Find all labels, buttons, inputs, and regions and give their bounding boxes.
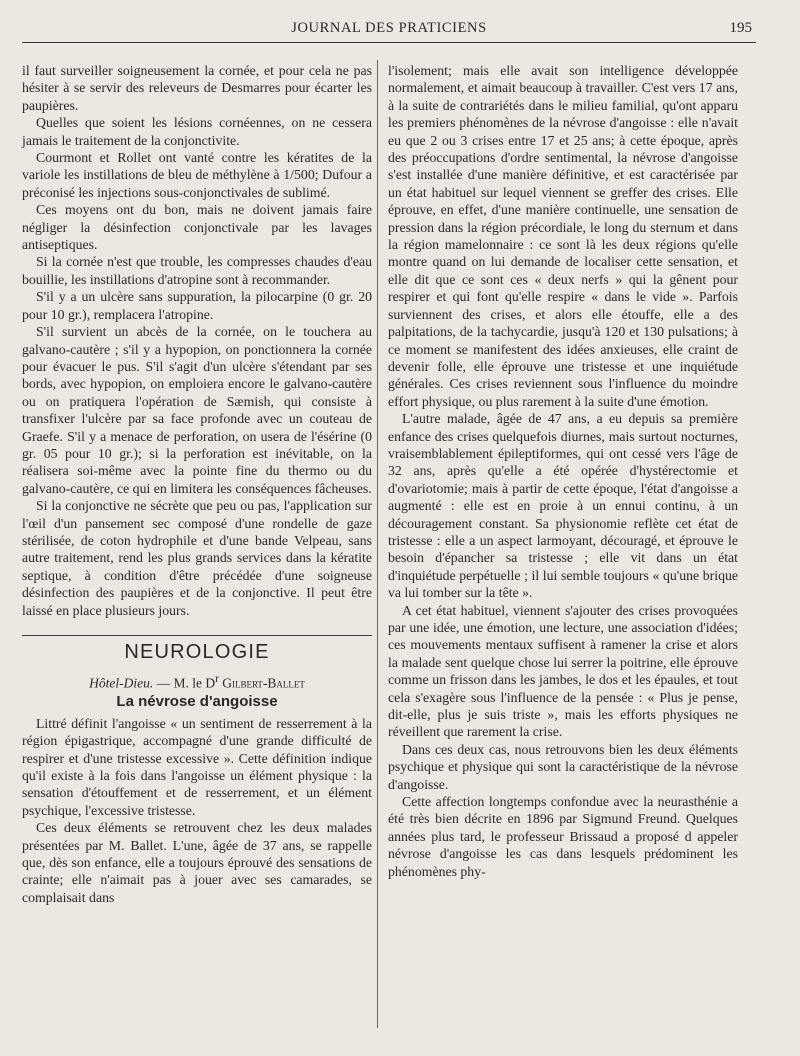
article-title: La névrose d'angoisse	[116, 693, 278, 711]
paragraph: Quelles que soient les lésions cornéennes, on ne cessera jamais le traitement de la conjonctivite.	[22, 115, 372, 148]
running-title: JOURNAL DES PRATICIENS	[291, 20, 487, 36]
paragraph: Ces deux éléments se retrouvent chez les deux malades présentées par M. Ballet. L'une, âgée de 37 ans, se rappelle que, dès son enfance, elle a toujours éprouvé des sensations de crainte; elle n'aimait pas à jouer avec ses camarades, se complaisait dans	[22, 820, 372, 905]
paragraph: Si la cornée n'est que trouble, les compresses chaudes d'eau bouillie, les instillations d'atropine sont à recommander.	[22, 254, 372, 287]
section-heading: NEUROLOGIE	[22, 635, 372, 661]
paragraph: l'isolement; mais elle avait son intelligence développée normalement, et aimait beaucoup à travailler. C'est vers 17 ans, à la suite de contrariétés dans le milieu familial, qu'ont apparu les premiers phénomènes de la névrose d'angoisse : elle n'avait eu que 2 ou 3 crises entre 17 et 25 ans; à cette époque, après des préoccupations d'ordre sentimental, la névrose d'angoisse s'est installée d'une manière définitive, et est caractérisée par un état habituel sur lequel viennent se greffer des crises. Elle éprouve, en effet, d'une manière continuelle, une sensation de pression dans la région précordiale, le long du sternum et dans la région mamelonnaire : ce sont là les deux régions qu'elle montre quand on lui demande de localiser cette sensation, et elle dit que ce sont ces « deux nerfs » qui la gênent pour respirer et qui font qu'elle respire « dans le vide ». Parfois surviennent des crises, et alors elle étouffe, elle a des palpitations, de la tachycardie, jusqu'à 120 et 130 pulsations; à ce moment se manifestent des idées anxieuses, elle craint de devenir folle, elle éprouve une tristesse et une inquiétude générales. Ces crises reviennent sous l'influence du moindre effort physique, ou plus rarement à la suite d'une émotion.	[388, 63, 738, 409]
running-header	[22, 20, 756, 43]
lecture-byline	[22, 671, 372, 692]
paragraph: il faut surveiller soigneusement la cornée, et pour cela ne pas hésiter à se servir des releveurs de Desmarres pour écarter les paupières.	[22, 63, 372, 113]
paragraph: S'il survient un abcès de la cornée, on le touchera au galvano-cautère ; s'il y a hypopion, on ponctionnera la cornée pour évacuer le pus. S'il s'agit d'un ulcère s'étendant par ses bords, avec hypopion, on emploiera encore le galvano-cautère ou on pratiquera l'opération de Sæmish, qui consiste à transfixer l'ulcère par sa face profonde avec un couteau de Graefe. S'il y a menace de perforation, on usera de l'ésérine (0 gr. 05 pour 10 gr.); si la perforation est inévitable, on la réalisera soi-même avec la pointe fine du thermo ou du galvano-cautère, ce qui en limitera les conséquences fâcheuses.	[22, 324, 372, 496]
paragraph: Ces moyens ont du bon, mais ne doivent jamais faire négliger la désinfection conjonctivale par les lavages antiseptiques.	[22, 202, 372, 253]
lecture-place: Hôtel-Dieu.	[89, 675, 154, 691]
paragraph: L'autre malade, âgée de 47 ans, a eu depuis sa première enfance des crises quelquefois diurnes, mais surtout nocturnes, vraisemblablement épileptiformes, qui ont cessé vers l'âge de 32 ans, après qu'elle a été opérée d'hystérectomie et d'ovariotomie; mais à partir de cette époque, l'état d'angoisse a augmenté : elle est en proie à un ennui continu, à un découragement constant. Sa physionomie reflète cet état de tristesse : elle a un aspect larmoyant, découragé, et éprouve le besoin d'épancher sa tristesse ; elle vit dans un état d'inquiétude perpétuelle ; il lui semble toujours « qu'une brique va lui tomber sur la tête ».	[388, 411, 738, 601]
lecture-author: Gilbert-Ballet	[222, 675, 305, 691]
paragraph: Dans ces deux cas, nous retrouvons bien les deux éléments psychique et physique qui sont la caractéristique de la névrose d'angoisse.	[388, 741, 738, 792]
paragraph: A cet état habituel, viennent s'ajouter des crises provoquées par une idée, une émotion, une lecture, une association d'idées; ces mouvements mentaux suffisent à ramener la crise et alors la malade sent quelque chose lui serrer la poitrine, elle éprouve comme un frisson dans les jambes, le dos et les épaules, et tout cela s'exagère sous l'influence de la pensée : « Plus je pense, dit-elle, plus je suis triste », mais les efforts physiques ne réveillent que rarement la crise.	[388, 602, 738, 740]
paragraph: Courmont et Rollet ont vanté contre les kératites de la variole les instillations de bleu de méthylène à 1/500; Dufour a préconisé les injections sous-conjonctivales de sublimé.	[22, 150, 372, 200]
paragraph: S'il y a un ulcère sans suppuration, la pilocarpine (0 gr. 20 pour 10 gr.), remplacera l'atropine.	[22, 289, 372, 322]
paragraph: Cette affection longtemps confondue avec la neurasthénie a été très bien décrite en 1896 par Sigmund Freund. Quelques années plus tard, le professeur Brissaud a proposé d appeler névrose d'angoisse les cas dans lesquels prédominent les phénomènes phy-	[388, 794, 738, 879]
page-number: 195	[729, 20, 752, 36]
left-column	[22, 62, 372, 906]
lecture-title-sup: r	[215, 673, 219, 686]
column-rule	[377, 60, 378, 1028]
paragraph: Littré définit l'angoisse « un sentiment de resserrement à la région épigastrique, accompagné d'une grande difficulté de respirer et d'une tristesse excessive ». Cette définition indique qu'il existe à la fois dans l'angoisse un élément physique : la sensation d'étouffement et de resserrement, et un élément psychique, l'excessive tristesse.	[22, 715, 372, 818]
right-column	[388, 62, 738, 880]
paragraph: Si la conjonctive ne sécrète que peu ou pas, l'application sur l'œil d'un pansement sec composé d'une rondelle de gaze stérilisée, de coton hydrophile et d'une bande Velpeau, sans autre traitement, rend les plus grands services dans la kératite septique, à condition d'être précédée d'une soigneuse désinfection des paupières et de la conjonctive. Il peut être laissé en place plusieurs jours.	[22, 498, 372, 618]
lecture-dash: — M. le D	[153, 675, 216, 691]
